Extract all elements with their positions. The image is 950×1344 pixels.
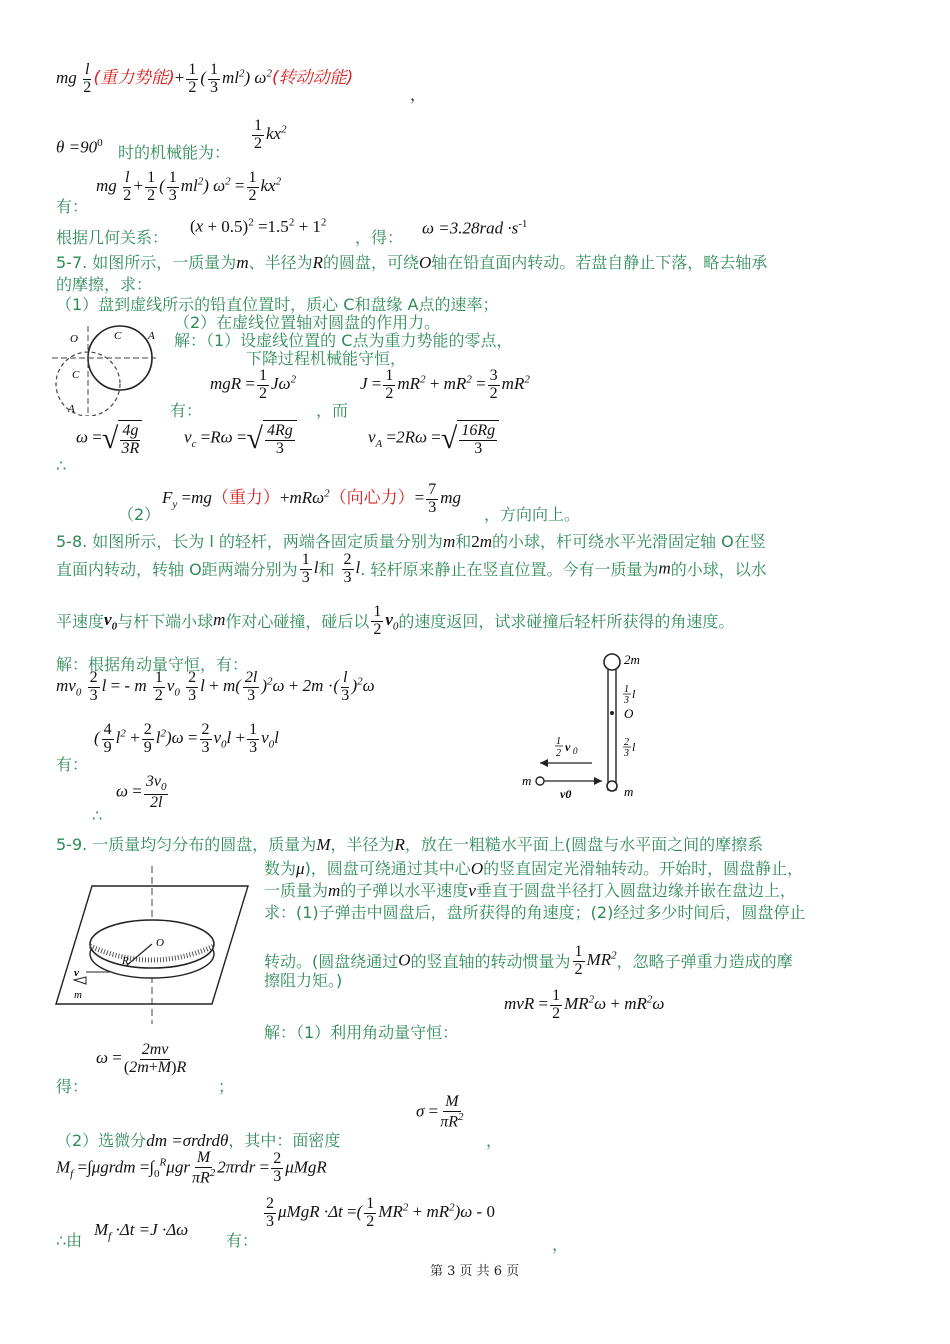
problem-5-7-q2: （2）在虚线位置轴对圆盘的作用力。	[174, 313, 441, 332]
eq-sigma: σ = $\frac{M}{\pi R^2}$	[416, 1093, 464, 1131]
svg-text:3: 3	[624, 748, 629, 759]
fig-label-o: O	[624, 706, 634, 721]
eq-impulse: $M_f \cdot\Delta t =J \cdot\Delta\omega$	[94, 1220, 189, 1243]
semicolon: ；	[218, 1077, 235, 1096]
fig-label-v0: v0	[560, 787, 572, 800]
fig-label-r: R	[122, 955, 129, 967]
end-comma: ，	[552, 1235, 569, 1254]
eq-angular-momentum: $mv_0$ $\frac{2}{3}$ l = - m $\frac{1}{2}$ $v_0$ $\frac{2}{3}$ l + m( $\frac{2l}{3}$ )$^2$ω + 2m ·( $\frac{l}{3}$ )$^2$ω	[56, 669, 375, 704]
svg-text:2: 2	[556, 748, 561, 759]
fig-label-c-dashed: C	[72, 369, 80, 381]
fig-label-o: O	[70, 333, 78, 345]
eq-va: $v_A =2R\omega$ = √ $\frac{16Rg}{3}$	[368, 420, 499, 458]
eq-geometry: $(x + 0.5)^2 =1.5^2 + 1^2$	[190, 216, 327, 236]
you-label: 有：	[170, 401, 203, 420]
problem-5-9-line4: 求：(1)子弹击中圆盘后，盘所获得的角速度；(2)经过多少时间后，圆盘停止	[264, 903, 806, 922]
rod-figure-5-8	[520, 650, 652, 800]
problem-5-8-line1: 5-8. 如图所示，长为 l 的轻杆，两端各固定质量分别为m和2m的小球，杆可绕水平光滑固定轴 O在竖	[56, 532, 766, 551]
fig-label-v: v	[74, 967, 79, 979]
eq-momentum-5-9: mvR = $\frac{1}{2}$ $MR^2\omega + mR^2\omega$	[504, 987, 665, 1022]
fig-label-m-bottom: m	[624, 784, 634, 799]
svg-text:l: l	[632, 687, 636, 701]
problem-5-9-line5: 转动。(圆盘绕通过O的竖直轴的转动惯量为 $\frac{1}{2}$ $MR^2$，忽略子弹重力造成的摩	[264, 943, 793, 978]
problem-5-9-line2: 数为μ)，圆盘可绕通过其中心O的竖直固定光滑轴转动。开始时，圆盘静止，	[264, 859, 804, 878]
solution-5-7-line1: 解：（1）设虚线位置的 C点为重力势能的零点，	[174, 331, 513, 350]
fig-label-o: O	[156, 937, 164, 949]
solution-5-9-part1: 解：（1）利用角动量守恒：	[264, 1023, 459, 1042]
solution-5-8-intro: 解：根据角动量守恒，有：	[56, 655, 249, 674]
eq-simplified: ( $\frac{4}{9}$ $l^2$ + $\frac{2}{9}$ $l^2)\omega$ = $\frac{2}{3}$ $v_0l$ + $\frac{1}{3}$ $v_0l$	[94, 721, 279, 756]
eq-vc: $v_c =R\omega$ = √ $\frac{4Rg}{3}$	[184, 420, 297, 458]
omega-value: ω =3.28rad ·s	[422, 218, 519, 238]
eq-inertia: J = $\frac{1}{2}$ $mR^2 + mR^2$ = $\frac{3}{2}$ $mR^2$	[360, 367, 530, 402]
svg-text:3: 3	[624, 695, 629, 706]
eq-energy-sum: mg $\frac{l}{2}$ (重力势能)+ $\frac{1}{2}$ ( $\frac{1}{3}$ $ml^2$) $\omega^2$(转动动能)	[56, 61, 354, 96]
svg-text:1: 1	[624, 684, 629, 695]
eq-friction-torque: $M_f$ =∫μgrdm $=\int_0^R\mu gr$ $\frac{M}{\pi R^2}$ 2πrdr = $\frac{2}{3}$ μMgR	[56, 1149, 327, 1187]
comma: ，	[410, 85, 427, 104]
theta-condition-text: 时的机械能为：	[118, 143, 231, 162]
disk-figure-5-7	[52, 316, 160, 416]
problem-5-7-line1: 5-7. 如图所示，一质量为m、半径为R的圆盘，可绕O轴在铅直面内转动。若盘自静止下落，略去轴承	[56, 253, 768, 272]
you-label: 有：	[226, 1231, 259, 1250]
svg-text:l: l	[632, 740, 636, 754]
eq-spring-energy: $\frac{1}{2}$ $kx^2$	[254, 117, 287, 152]
eq-theta: $\theta =90^0$	[56, 137, 103, 157]
svg-text:0: 0	[573, 746, 578, 756]
de-label: 得：	[56, 1077, 89, 1096]
page-number: 第 3 页 共 6 页	[430, 1264, 520, 1279]
eq-omega-5-9: ω = $\frac{2mv}{(2m+M)R}$	[96, 1041, 187, 1076]
eq-final: $\frac{2}{3}$ μMgR ·Δt =( $\frac{1}{2}$ $MR^2 + mR^2)\omega - 0$	[266, 1195, 495, 1230]
problem-5-7-q1: （1）盘到虚线所示的铅直位置时，质心 C和盘缘 A点的速率；	[56, 295, 499, 314]
problem-5-8-line2: 直面内转动，转轴 O距两端分别为 $\frac{1}{3}$ l和 $\frac{2}{3}$ l. 轻杆原来静止在竖直位置。今有一质量为m的小球，以水	[56, 551, 767, 586]
therefore-by-label: ∴由	[56, 1231, 83, 1250]
fig-label-m-ball: m	[522, 773, 532, 788]
therefore-symbol: ∴	[92, 806, 103, 825]
eq-force: $F_y =mg$（重力）+mRω$^2$（向心力）= $\frac{7}{3}$ mg	[162, 481, 462, 516]
fig-label-m: m	[74, 989, 82, 1001]
therefore-symbol: ∴	[56, 456, 67, 475]
comma: ，	[486, 1131, 503, 1150]
er-label: ，而	[316, 401, 349, 420]
you-label: 有：	[56, 755, 89, 774]
part2-label: （2）	[118, 505, 161, 524]
fig-label-a-dashed: A	[68, 403, 75, 415]
eq-energy-conservation: mg $\frac{l}{2}$ + $\frac{1}{2}$ ( $\frac{1}{3}$ $ml^2$) $\omega^2$ = $\frac{1}{2}$ $kx^2$	[96, 169, 282, 204]
disk-figure-5-9	[52, 866, 252, 1024]
fig-label-c: C	[114, 330, 122, 342]
problem-5-9-line1: 5-9. 一质量均匀分布的圆盘，质量为M，半径为R，放在一粗糙水平面上(圆盘与水平面之间的摩擦系	[56, 835, 764, 854]
eq-mgr: mgR = $\frac{1}{2}$ $J\omega^2$	[210, 367, 297, 402]
fig-label-2m: 2m	[624, 652, 640, 667]
label-gravity-pe: (重力势能)	[93, 68, 175, 89]
label-rot-ke: (转动动能)	[271, 68, 354, 89]
eq-omega-5-7: ω = √ $\frac{4g}{3R}$	[76, 420, 142, 458]
svg-text:2: 2	[624, 737, 629, 748]
fig-label-a: A	[148, 330, 155, 342]
svg-text:v: v	[565, 740, 571, 754]
solution-5-7-line2: 下降过程机械能守恒，	[246, 349, 407, 368]
de-text: ，得：	[355, 228, 404, 247]
you-label: 有：	[56, 197, 89, 216]
problem-5-7-line2: 的摩擦，求：	[56, 275, 153, 294]
solution-5-9-part2: （2）选微分dm =σrdrdθ，其中：面密度	[56, 1131, 341, 1150]
svg-text:1: 1	[556, 736, 561, 747]
eq-omega-5-8: ω = $\frac{3v_0}{2l}$	[116, 773, 167, 811]
geometry-text: 根据几何关系：	[56, 228, 169, 247]
problem-5-9-line3: 一质量为m的子弹以水平速度v垂直于圆盘半径打入圆盘边缘并嵌在盘边上，	[264, 881, 796, 900]
direction-text: ，方向向上。	[484, 505, 581, 524]
eq-omega-result: $\omega =3.28rad \cdot s^{-1}$	[422, 218, 528, 238]
problem-5-8-line3: 平速度$v_0$与杆下端小球m作对心碰撞，碰后以 $\frac{1}{2}$ $v_0$的速度返回，试求碰撞后轻杆所获得的角速度。	[56, 603, 735, 638]
problem-5-9-line6: 擦阻力矩。)	[264, 971, 343, 990]
